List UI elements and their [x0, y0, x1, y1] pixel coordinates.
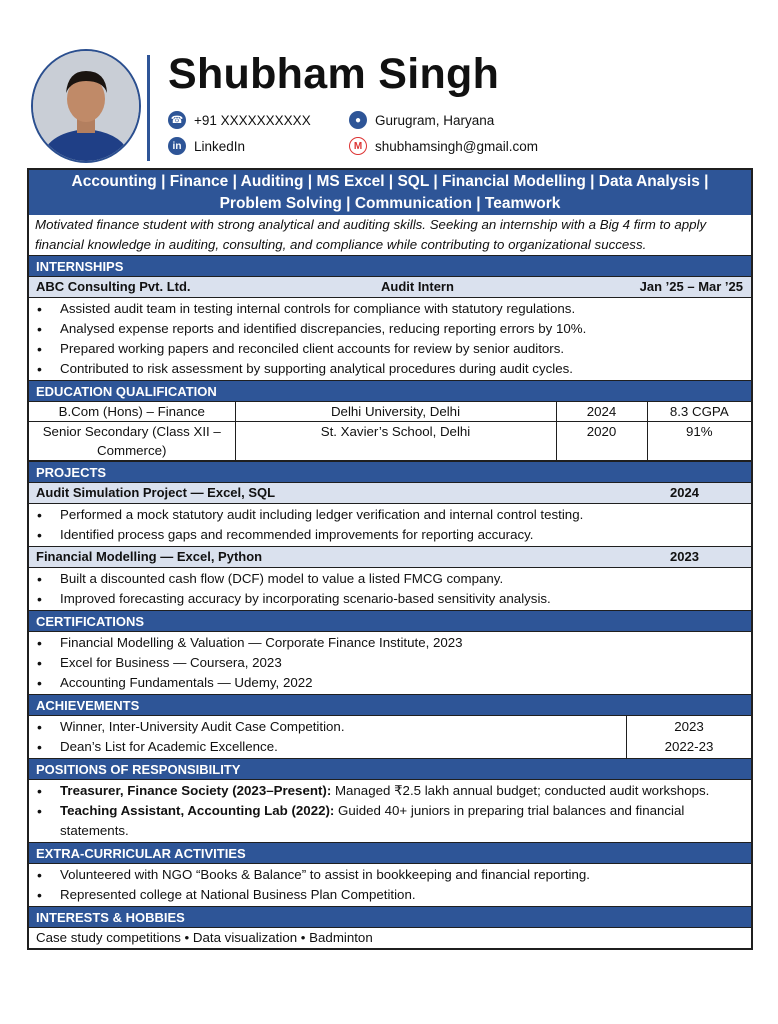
project-heading — [29, 483, 751, 504]
resume-body — [27, 168, 753, 950]
interests-text: Case study competitions • Data visualization • Badminton — [36, 930, 373, 945]
achievement-year: 2023 — [674, 719, 704, 734]
edu-year: 2024 — [556, 402, 647, 422]
achievement-years — [626, 716, 751, 758]
internship-company: ABC Consulting Pvt. Ltd. — [36, 279, 191, 294]
section-header-projects: PROJECTS — [29, 461, 751, 483]
list-item — [29, 781, 721, 801]
list-item: • Analysed expense reports and identified discrepancies, reducing reporting errors by 10%. — [29, 319, 751, 339]
position-title: Teaching Assistant, Accounting Lab (2022): — [60, 803, 335, 818]
position-desc: Managed ₹2.5 lakh annual budget; conducted audit workshops. — [331, 783, 710, 798]
linkedin-link[interactable]: LinkedIn — [194, 138, 246, 154]
list-item: • Identified process gaps and recommended improvements for reporting accuracy. — [29, 525, 751, 545]
skills-line-2: Problem Solving | Communication | Teamwork — [219, 195, 561, 212]
list-item: • Built a discounted cash flow (DCF) model to value a listed FMCG company. — [29, 569, 751, 589]
edu-score: 8.3 CGPA — [647, 402, 751, 422]
list-item: • Contributed to risk assessment by supporting analytical procedures during audit cycles. — [29, 359, 751, 379]
list-item: • Financial Modelling & Valuation — Corporate Finance Institute, 2023 — [29, 633, 751, 653]
section-header-education: EDUCATION QUALIFICATION — [29, 381, 751, 402]
phone-text: +91 XXXXXXXXXX — [194, 112, 311, 128]
candidate-name: Shubham Singh — [168, 50, 500, 98]
position-desc: Guided 40+ juniors in preparing trial balances and financial statements. — [60, 803, 685, 838]
email-link[interactable]: shubhamsingh@gmail.com — [375, 138, 539, 154]
list-item: • Winner, Inter-University Audit Case Competition. — [29, 717, 626, 737]
table-row — [29, 422, 751, 461]
list-item: • Dean’s List for Academic Excellence. — [29, 737, 626, 757]
table-row — [29, 402, 751, 422]
edu-year: 2020 — [556, 422, 647, 461]
edu-score: 91% — [647, 422, 751, 461]
list-item: • Represented college at National Business Plan Competition. — [29, 885, 751, 905]
section-header-achievements: ACHIEVEMENTS — [29, 695, 751, 716]
linkedin-icon: in — [168, 137, 186, 155]
list-item: • Improved forecasting accuracy by incorporating scenario-based sensitivity analysis. — [29, 589, 751, 609]
linkedin-contact[interactable] — [168, 137, 245, 155]
project-bullets — [29, 504, 751, 547]
list-item: • Performed a mock statutory audit including ledger verification and internal control testing. — [29, 505, 751, 525]
section-header-extracurricular: EXTRA-CURRICULAR ACTIVITIES — [29, 843, 751, 864]
list-item: • Volunteered with NGO “Books & Balance” to assist in bookkeeping and financial reporting. — [29, 865, 751, 885]
section-header-certifications: CERTIFICATIONS — [29, 611, 751, 632]
section-header-internships: INTERNSHIPS — [29, 256, 751, 277]
phone-contact — [168, 111, 311, 129]
objective: Motivated finance student with strong analytical and auditing skills. Seeking an internship with a Big 4 firm to apply financial knowledge in auditing, consulting, and compliance while contributing to organizational success. — [29, 215, 751, 256]
list-item: • Excel for Business — Coursera, 2023 — [29, 653, 751, 673]
achievement-year: 2022-23 — [664, 739, 714, 754]
location-text: Gurugram, Haryana — [375, 112, 495, 128]
position-bullets — [29, 780, 751, 843]
list-item: • Accounting Fundamentals — Udemy, 2022 — [29, 673, 751, 693]
list-item — [29, 801, 721, 841]
position-title: Treasurer, Finance Society (2023–Present): — [60, 783, 332, 798]
mail-icon: M — [349, 137, 367, 155]
project-name: Audit Simulation Project — Excel, SQL — [36, 485, 276, 500]
certification-bullets — [29, 632, 751, 695]
project-heading — [29, 547, 751, 568]
edu-institute: St. Xavier’s School, Delhi — [235, 422, 556, 461]
skills-banner — [29, 170, 751, 215]
header-divider — [147, 55, 150, 161]
profile-photo — [31, 49, 141, 163]
internship-dates: Jan ’25 – Mar ’25 — [639, 279, 743, 294]
phone-icon: ☎ — [168, 111, 186, 129]
project-bullets — [29, 568, 751, 611]
edu-degree: Senior Secondary (Class XII – Commerce) — [29, 422, 235, 461]
extracurricular-bullets — [29, 864, 751, 907]
internship-role: Audit Intern — [381, 279, 454, 294]
edu-degree: B.Com (Hons) – Finance — [29, 402, 235, 422]
achievement-bullets — [29, 716, 626, 758]
section-header-positions: POSITIONS OF RESPONSIBILITY — [29, 759, 751, 780]
section-header-interests: INTERESTS & HOBBIES — [29, 907, 751, 928]
email-contact[interactable] — [349, 137, 538, 155]
project-year: 2023 — [670, 549, 699, 564]
project-name: Financial Modelling — Excel, Python — [36, 549, 263, 564]
location-pin-icon: ● — [349, 111, 367, 129]
education-table — [29, 402, 751, 461]
list-item: • Prepared working papers and reconciled client accounts for review by senior auditors. — [29, 339, 751, 359]
project-year: 2024 — [670, 485, 699, 500]
internship-heading — [29, 277, 751, 298]
skills-line-1: Accounting | Finance | Auditing | MS Excel | SQL | Financial Modelling | Data Analysis | — [71, 173, 709, 190]
list-item: • Assisted audit team in testing internal controls for compliance with statutory regulations. — [29, 299, 751, 319]
internship-bullets — [29, 298, 751, 381]
achievements-block — [29, 716, 751, 759]
edu-institute: Delhi University, Delhi — [235, 402, 556, 422]
location-contact — [349, 111, 494, 129]
